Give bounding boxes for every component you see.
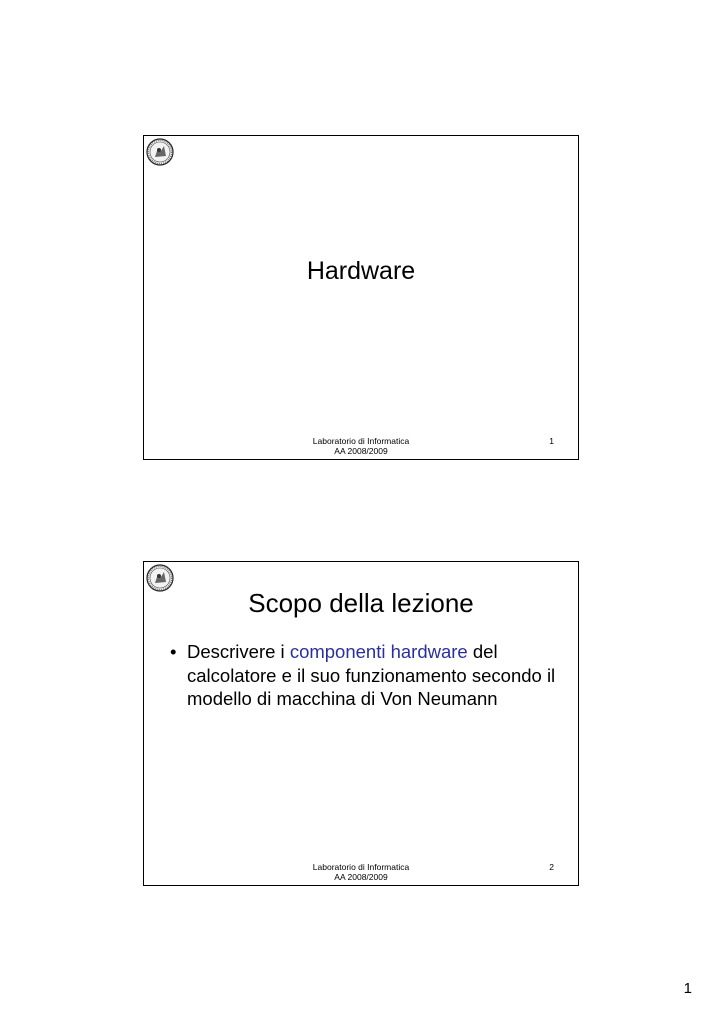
slide-number: 2 <box>549 862 554 872</box>
slide-title: Scopo della lezione <box>248 588 474 618</box>
slide-1 <box>143 135 579 460</box>
bullet-text-pre: Descrivere i <box>187 641 290 662</box>
slide-2 <box>143 561 579 886</box>
university-seal-icon <box>146 138 174 166</box>
footer-year: AA 2008/2009 <box>334 446 388 456</box>
footer-course: Laboratorio di Informatica <box>312 436 410 446</box>
footer-course: Laboratorio di Informatica <box>312 862 410 872</box>
footer-year: AA 2008/2009 <box>334 872 388 882</box>
bullet-text-post: del calcolatore e il suo funzionamento secondo il modello di macchina di Von Neumann <box>187 641 556 709</box>
bullet-list <box>168 640 558 711</box>
slide-footer <box>144 436 578 456</box>
bullet-item <box>168 640 558 711</box>
page-number: 1 <box>683 980 692 997</box>
slide-footer <box>144 862 578 882</box>
slide-title: Hardware <box>306 257 416 285</box>
slide-number: 1 <box>549 436 554 446</box>
bullet-highlight: componenti hardware <box>289 641 468 662</box>
